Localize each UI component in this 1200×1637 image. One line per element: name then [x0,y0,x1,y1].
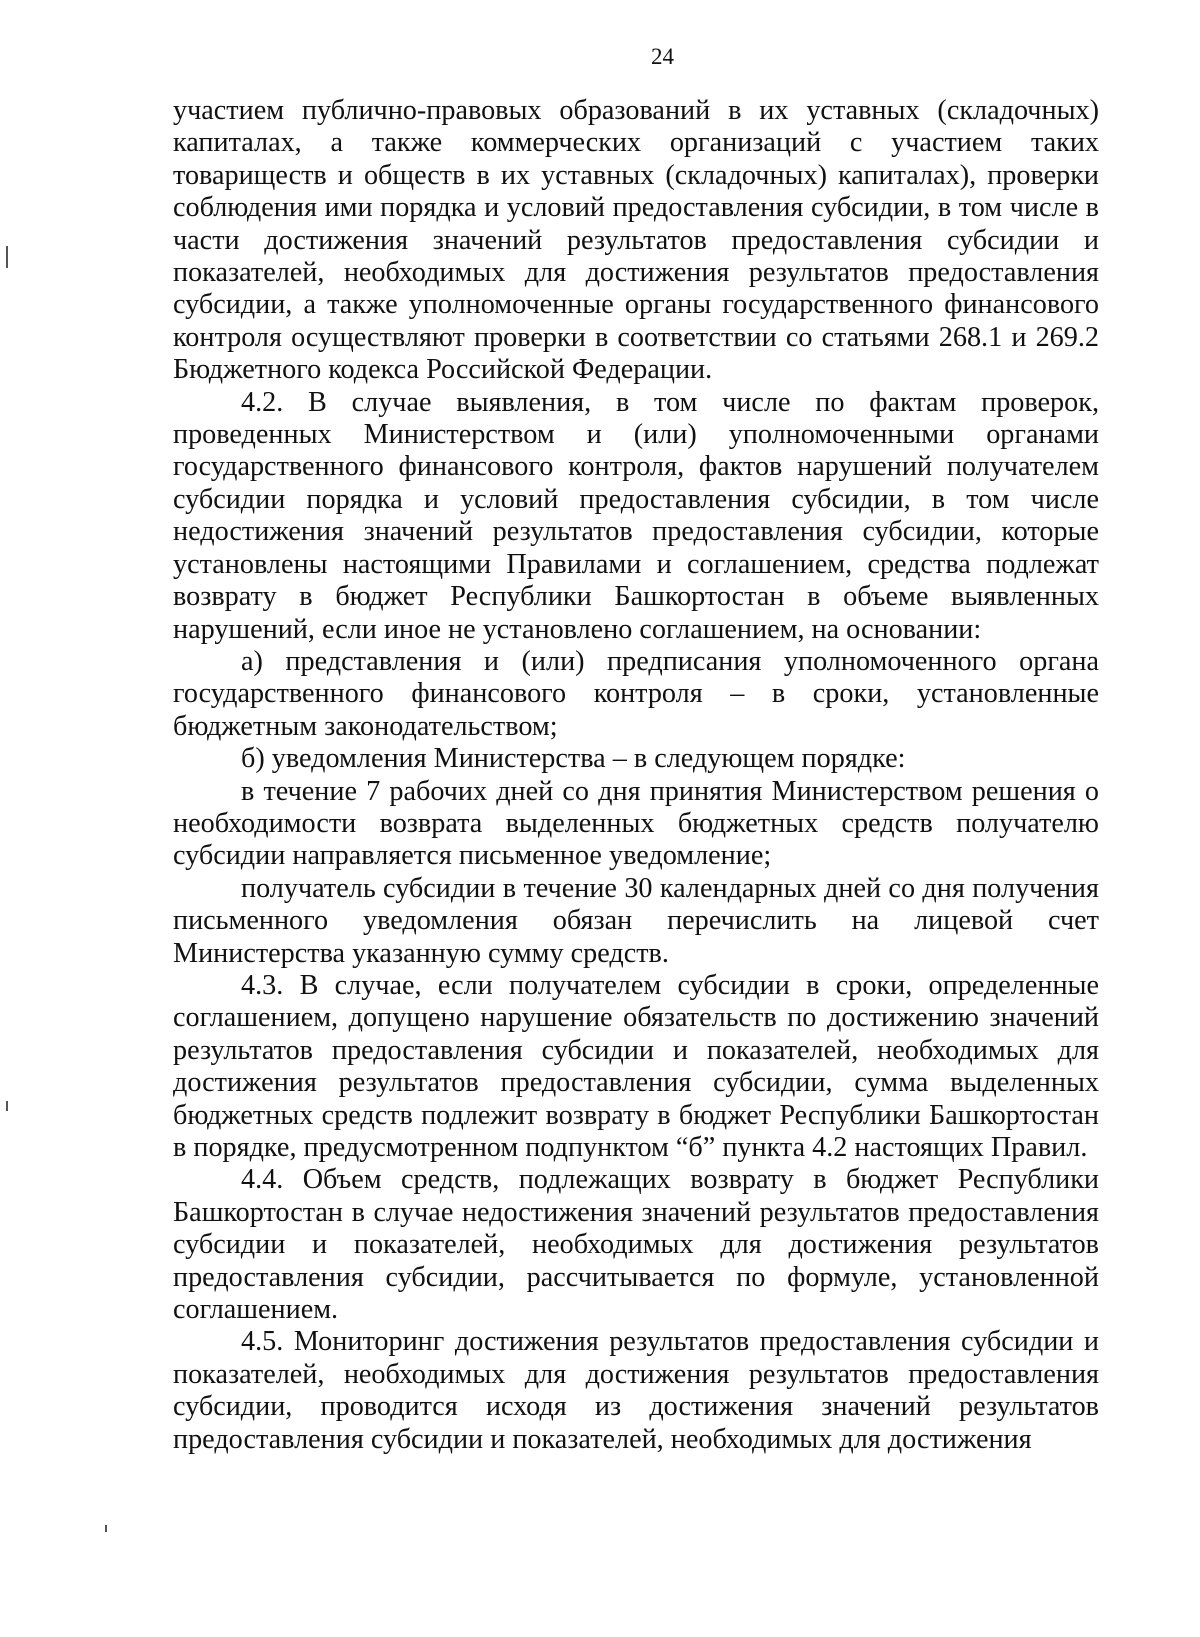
paragraph-continuation: участием публично-правовых образований в их уставных (складочных) капиталах, а также коммерческих организаций с участием таких товариществ и обществ в их уставных (складочных) капиталах), проверки соблюдения ими порядка и условий предоставления субсидии, в том числе в части достижения значений результатов предоставления субсидии и показателей, необходимых для достижения результатов предоставления субсидии, а также уполномоченные органы государственного финансового контроля осуществляют проверки в соответствии со статьями 268.1 и 269.2 Бюджетного кодекса Российской Федерации. [173,95,1099,386]
paragraph-4-2-b-payment: получатель субсидии в течение 30 календарных дней со дня получения письменного уведомления обязан перечислить на лицевой счет Министерства указанную сумму средств. [173,872,1099,969]
paragraph-4-4: 4.4. Объем средств, подлежащих возврату в бюджет Республики Башкортостан в случае недостижения значений результатов предоставления субсидии и показателей, необходимых для достижения результатов предоставления субсидии, рассчитывается по формуле, установленной соглашением. [173,1164,1099,1326]
paragraph-4-3: 4.3. В случае, если получателем субсидии в сроки, определенные соглашением, допущено нарушение обязательств по достижению значений результатов предоставления субсидии и показателей, необходимых для достижения результатов предоставления субсидии, сумма выделенных бюджетных средств подлежит возврату в бюджет Республики Башкортостан в порядке, предусмотренном подпунктом “б” пункта 4.2 настоящих Правил. [173,969,1099,1163]
scan-mark [6,1101,8,1111]
paragraph-4-2: 4.2. В случае выявления, в том числе по фактам проверок, проведенных Министерством и (или) уполномоченными органами государственного финансового контроля, фактов нарушений получателем субсидии порядка и условий предоставления субсидии, в том числе недостижения значений результатов предоставления субсидии, которые установлены настоящими Правилами и соглашением, средства подлежат возврату в бюджет Республики Башкортостан в объеме выявленных нарушений, если иное не установлено соглашением, на основании: [173,386,1099,645]
scan-mark [105,1525,107,1532]
paragraph-4-2-a: а) представления и (или) предписания уполномоченного органа государственного финансового контроля – в сроки, установленные бюджетным законодательством; [173,645,1099,742]
paragraph-4-5: 4.5. Мониторинг достижения результатов предоставления субсидии и показателей, необходимых для достижения результатов предоставления субсидии, проводится исходя из достижения значений результатов предоставления субсидии и показателей, необходимых для достижения [173,1326,1099,1455]
paragraph-4-2-b: б) уведомления Министерства – в следующем порядке: [241,743,906,775]
paragraph-4-2-b-term: в течение 7 рабочих дней со дня принятия Министерством решения о необходимости возврата выделенных бюджетных средств получателю субсидии направляется письменное уведомление; [173,775,1099,872]
document-body [173,95,1099,1456]
page-number: 24 [651,44,674,69]
scan-mark [6,246,8,268]
